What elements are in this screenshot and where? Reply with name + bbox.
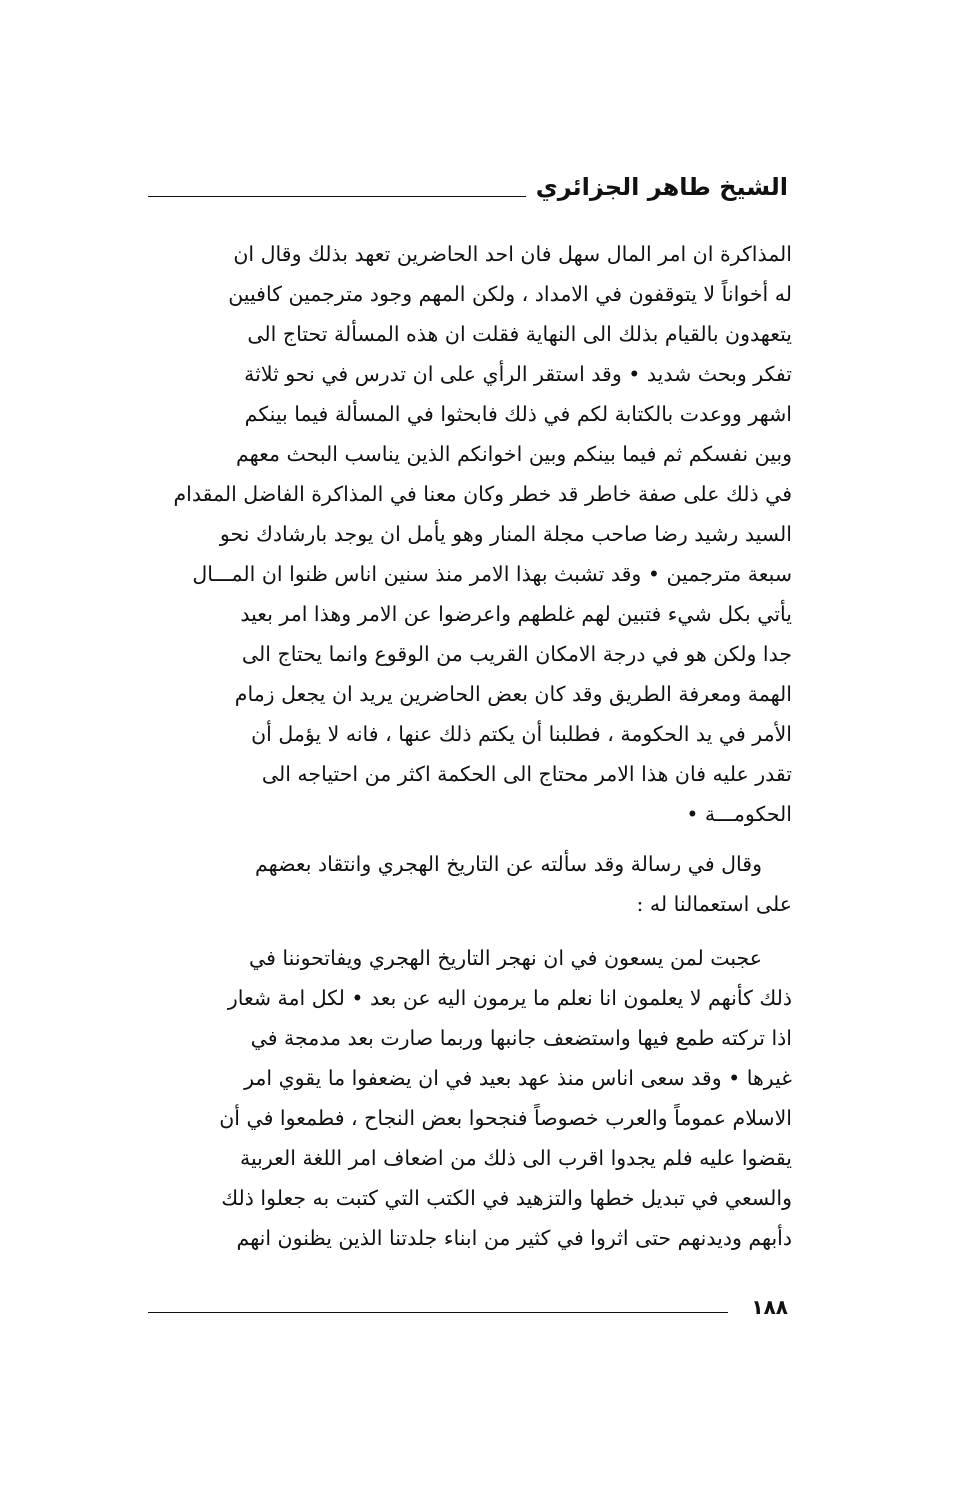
text-line: له أخواناً لا يتوقفون في الامداد ، ولكن المهم وجود مترجمين كافيين [228,282,792,306]
text-line: السيد رشيد رضا صاحب مجلة المنار وهو يأمل ان يوجد بارشادك نحو [219,522,792,546]
text-line: الأمر في يد الحكومة ، فطلبنا أن يكتم ذلك عنها ، فانه لا يؤمل أن [251,722,792,746]
paragraph-1 [146,234,792,834]
text-line: المذاكرة ان امر المال سهل فان احد الحاضرين تعهد بذلك وقال ان [233,242,792,266]
running-header [148,170,788,210]
text-line: تقدر عليه فان هذا الامر محتاج الى الحكمة اكثر من احتياجه الى [261,762,792,786]
paragraph-2 [146,844,792,924]
page-number: ١٨٨ [751,1295,788,1319]
footer-rule [148,1312,728,1313]
text-line: على استعمالنا له : [636,892,792,916]
text-line: جدا ولكن هو في درجة الامكان القريب من الوقوع وانما يحتاج الى [241,642,792,666]
text-line: الحكومـــة • [686,802,792,826]
text-line: والسعي في تبديل خطها والتزهيد في الكتب التي كتبت به جعلوا ذلك [221,1186,792,1210]
text-line: ذلك كأنهم لا يعلمون انا نعلم ما يرمون اليه عن بعد • لكل امة شعار [227,986,792,1010]
text-line: الهمة ومعرفة الطريق وقد كان بعض الحاضرين يريد ان يجعل زمام [234,682,792,706]
text-line: يأتي بكل شيء فتبين لهم غلطهم واعرضوا عن الامر وهذا امر بعيد [240,602,792,626]
text-line: وبين نفسكم ثم فيما بينكم وبين اخوانكم الذين يناسب البحث معهم [236,442,792,466]
text-line: وقال في رسالة وقد سألته عن التاريخ الهجري وانتقاد بعضهم [255,852,762,876]
text-line: غيرها • وقد سعى اناس منذ عهد بعيد في ان يضعفوا ما يقوي امر [244,1066,792,1090]
text-line: عجبت لمن يسعون في ان نهجر التاريخ الهجري ويفاتحوننا في [249,946,762,970]
text-line: تفكر وبحث شديد • وقد استقر الرأي على ان تدرس في نحو ثلاثة [244,362,792,386]
text-line: يتعهدون بالقيام بذلك الى النهاية فقلت ان هذه المسألة تحتاج الى [247,322,792,346]
text-line: الاسلام عموماً والعرب خصوصاً فنجحوا بعض النجاح ، فطمعوا في أن [219,1106,792,1130]
text-line: سبعة مترجمين • وقد تشبث بهذا الامر منذ سنين اناس ظنوا ان المـــال [192,562,792,586]
header-title: الشيخ طاهر الجزائري [526,170,788,204]
text-line: يقضوا عليه فلم يجدوا اقرب الى ذلك من اضعاف امر اللغة العربية [239,1146,792,1170]
text-line: دأبهم وديدنهم حتى اثروا في كثير من ابناء جلدتنا الذين يظنون انهم [236,1226,792,1250]
text-line: اذا تركته طمع فيها واستضعف جانبها وربما صارت بعد مدمجة في [250,1026,792,1050]
page-footer [148,1292,788,1328]
text-line: اشهر ووعدت بالكتابة لكم في ذلك فابحثوا في المسألة فيما بينكم [244,402,792,426]
paragraph-3-quotation [146,938,792,1258]
text-line: في ذلك على صفة خاطر قد خطر وكان معنا في المذاكرة الفاضل المقدام [173,482,792,506]
header-rule [148,196,568,197]
